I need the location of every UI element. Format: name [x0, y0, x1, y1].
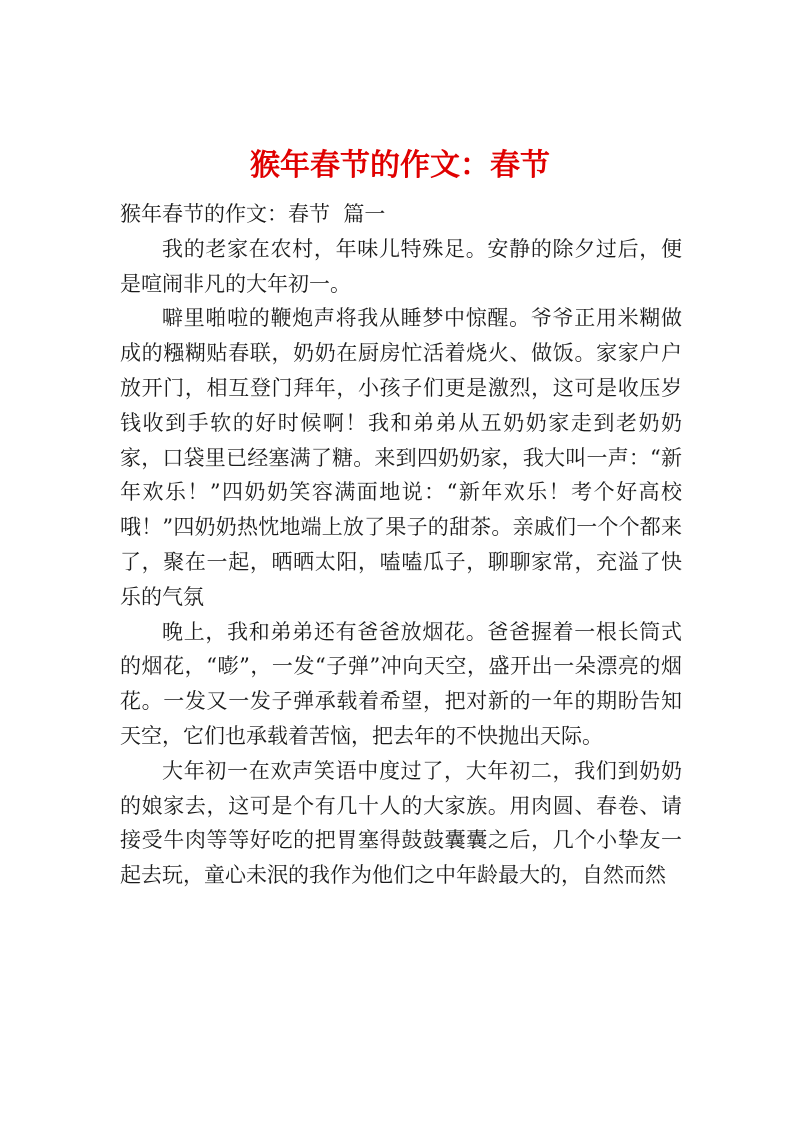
- paragraph-2: 噼里啪啦的鞭炮声将我从睡梦中惊醒。爷爷正用米糊做成的糨糊贴春联，奶奶在厨房忙活着烧火、做饭。家家户户放开门，相互登门拜年，小孩子们更是激烈，这可是收压岁钱收到手软的好时候啊！我和弟弟从五奶奶家走到老奶奶家，口袋里已经塞满了糖。来到四奶奶家，我大叫一声：“新年欢乐！”四奶奶笑容满面地说：“新年欢乐！考个好高校哦！”四奶奶热忱地端上放了果子的甜茶。亲戚们一个个都来了，聚在一起，晒晒太阳，嗑嗑瓜子，聊聊家常，充溢了快乐的气氛: [120, 306, 682, 609]
- document-body: [120, 197, 682, 893]
- document-title: 猴年春节的作文：春节: [250, 148, 550, 184]
- paragraph-4: 大年初一在欢声笑语中度过了，大年初二，我们到奶奶的娘家去，这可是个有几十人的大家族。用肉圆、春卷、请接受牛肉等等好吃的把胃塞得鼓鼓囊囊之后，几个小挚友一起去玩，童心未泯的我作为他们之中年龄最大的，自然而然: [120, 758, 682, 888]
- paragraph-1: 我的老家在农村，年味儿特殊足。安静的除夕过后，便是喧闹非凡的大年初一。: [120, 236, 682, 296]
- section-heading: 猴年春节的作文：春节 篇一: [120, 202, 386, 226]
- paragraph-3: 晚上，我和弟弟还有爸爸放烟花。爸爸握着一根长筒式的烟花，“嘭”，一发“子弹”冲向天空，盛开出一朵漂亮的烟花。一发又一发子弹承载着希望，把对新的一年的期盼告知天空，它们也承载着苦恼，把去年的不快抛出天际。: [120, 619, 682, 748]
